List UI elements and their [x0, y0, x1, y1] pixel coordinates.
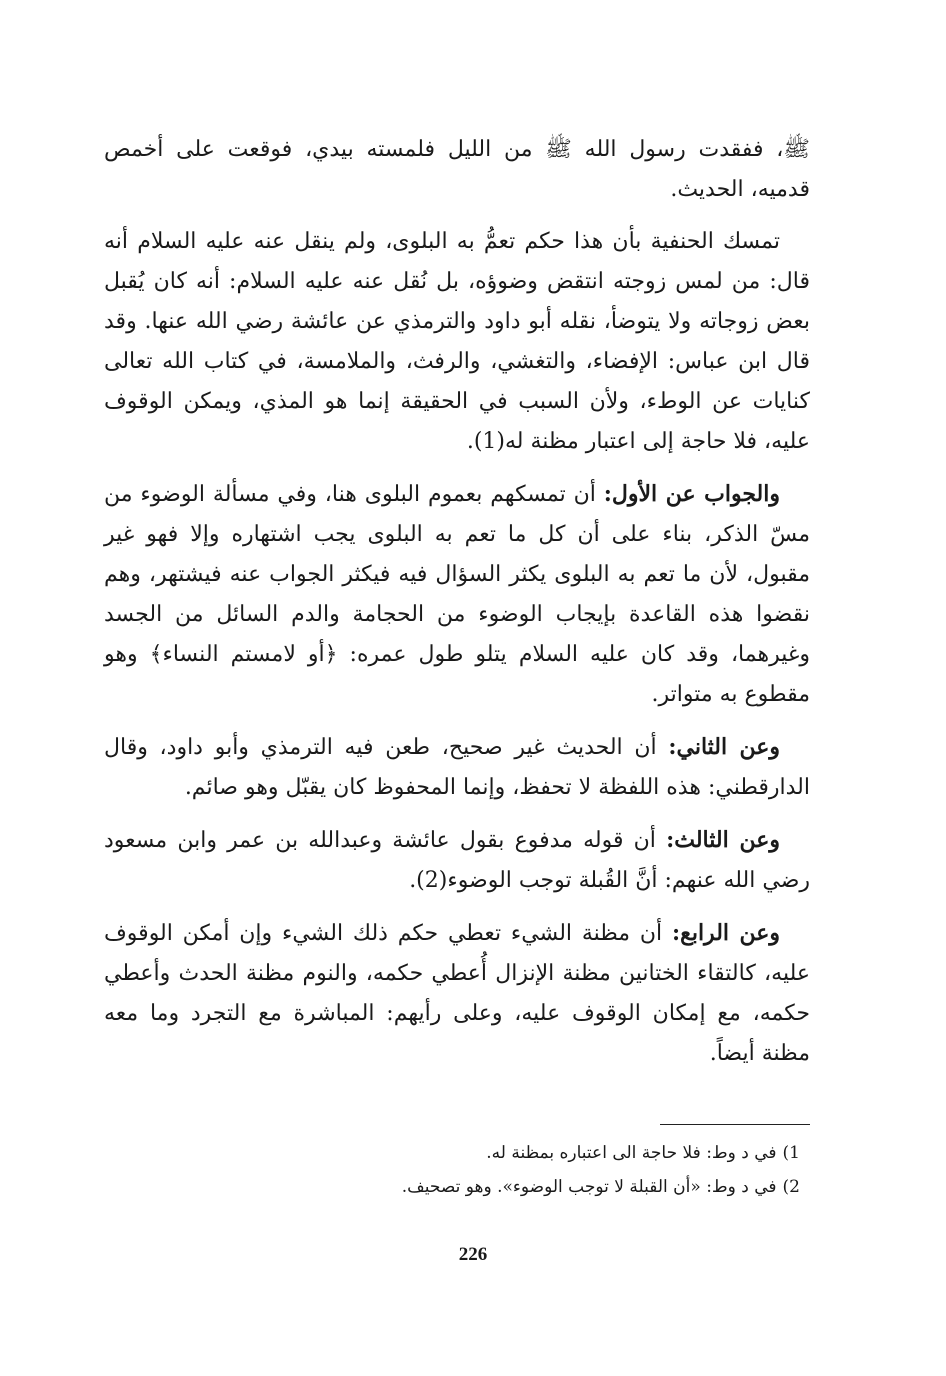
footnotes [180, 1136, 800, 1204]
paragraph-4-text: أن الحديث غير صحيح، طعن فيه الترمذي وأبو داود، وقال الدارقطني: هذه اللفظة لا تحفظ، وإنما المحفوظ كان يقبّل وهو صائم. [104, 735, 810, 800]
paragraph-3-text: أن تمسكهم بعموم البلوى هنا، وفي مسألة الوضوء من مسّ الذكر، بناء على أن كل ما تعم به البلوى يجب اشتهاره وإلا فهو غير مقبول، لأن ما تعم به البلوى يكثر السؤال فيه فيكثر الجواب عنه فيشتهر، وهم نقضوا هذه القاعدة بإيجاب الوضوء من الحجامة والدم السائل من الجسد وغيرهما، وقد كان عليه السلام يتلو طول عمره: ﴿أو لامستم النساء﴾ وهو مقطوع به متواتر. [104, 482, 810, 707]
page-body [104, 130, 810, 1086]
footnote-1-text: في د وط: فلا حاجة الى اعتباره بمظنة له. [486, 1143, 777, 1163]
paragraph-1 [104, 130, 810, 210]
footnote-2-text: في د وط: «أن القبلة لا توجب الوضوء». وهو تصحيف. [401, 1177, 777, 1197]
paragraph-6-lead: وعن الرابع: [671, 920, 780, 946]
paragraph-4-lead: وعن الثاني: [668, 734, 780, 760]
page-number: 226 [458, 1244, 488, 1265]
paragraph-3 [104, 474, 810, 715]
paragraph-5 [104, 820, 810, 901]
paragraph-5-lead: وعن الثالث: [666, 827, 781, 853]
paragraph-6-text: أن مظنة الشيء تعطي حكم ذلك الشيء وإن أمكن الوقوف عليه، كالتقاء الختانين مظنة الإنزال أُعطي حكمه، والنوم مظنة الحدث وأعطي حكمه، مع إمكان الوقوف عليه، وعلى رأيهم: المباشرة مع التجرد وما معه مظنة أيضاً. [104, 921, 810, 1066]
paragraph-3-lead: والجواب عن الأول: [603, 481, 780, 507]
paragraph-6 [104, 913, 810, 1074]
footnote-1-number: 1) [782, 1143, 800, 1163]
paragraph-1-text: ﷺ، ففقدت رسول الله ﷺ من الليل فلمسته بيدي، فوقعت على أخمص قدميه، الحديث. [104, 137, 810, 202]
paragraph-5-text: أن قوله مدفوع بقول عائشة وعبدالله بن عمر وابن مسعود رضي الله عنهم: أنَّ القُبلة توجب الوضوء(2). [104, 828, 810, 893]
paragraph-2 [104, 222, 810, 462]
footnote-separator [660, 1124, 810, 1125]
paragraph-4 [104, 727, 810, 808]
footnote-2-number: 2) [782, 1177, 800, 1197]
footnote-1 [180, 1136, 800, 1170]
footnote-2 [180, 1170, 800, 1204]
paragraph-2-text: تمسك الحنفية بأن هذا حكم تعمُّ به البلوى، ولم ينقل عنه عليه السلام أنه قال: من لمس زوجته انتقض وضوؤه، بل نُقل عنه عليه السلام: أنه كان يُقبل بعض زوجاته ولا يتوضأ، نقله أبو داود والترمذي عن عائشة رضي الله عنها. وقد قال ابن عباس: الإفضاء، والتغشي، والرفث، والملامسة، في كتاب الله تعالى كنايات عن الوطء، ولأن السبب في الحقيقة إنما هو المذي، ويمكن الوقوف عليه، فلا حاجة إلى اعتبار مظنة له(1). [104, 229, 810, 454]
